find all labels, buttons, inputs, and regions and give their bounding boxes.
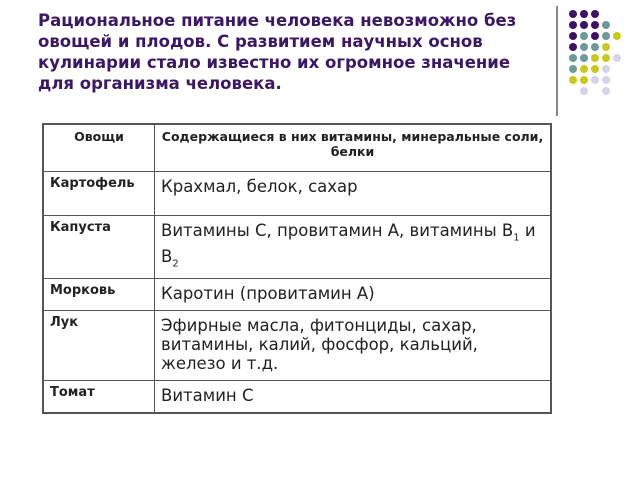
- decorative-dot: [602, 21, 610, 29]
- table-row: [43, 310, 551, 380]
- decorative-dot: [602, 43, 610, 51]
- divider-line: [556, 6, 558, 116]
- decorative-dot: [580, 87, 588, 95]
- veg-content: Витамин С: [155, 380, 552, 413]
- veg-content: [155, 216, 552, 279]
- decorative-dot: [591, 43, 599, 51]
- table-header-row: [43, 124, 551, 172]
- decorative-dot: [602, 65, 610, 73]
- slide-title: Рациональное питание человека невозможно без овощей и плодов. С развитием научных основ кулинарии стало известно их огромное значение для организма человека.: [38, 11, 517, 93]
- decorative-dot: [613, 32, 621, 40]
- decorative-dot: [591, 10, 599, 18]
- decorative-dot: [591, 32, 599, 40]
- dot-grid-decoration: [565, 6, 637, 106]
- decorative-dot: [602, 87, 610, 95]
- decorative-dot: [602, 76, 610, 84]
- decorative-dot: [569, 54, 577, 62]
- decorative-dot: [569, 43, 577, 51]
- decorative-dot: [580, 10, 588, 18]
- subscript: 2: [172, 258, 179, 270]
- decorative-dot: [591, 76, 599, 84]
- decorative-dot: [580, 32, 588, 40]
- table-row: [43, 172, 551, 216]
- veg-name: Лук: [43, 310, 155, 380]
- veg-name: Картофель: [43, 172, 155, 216]
- header-vegetables: Овощи: [43, 124, 155, 172]
- decorative-dot: [580, 76, 588, 84]
- table-row: [43, 380, 551, 413]
- table-row: [43, 278, 551, 310]
- decorative-dot: [580, 65, 588, 73]
- veg-content-text: и В: [161, 221, 536, 267]
- subscript: 1: [513, 232, 520, 244]
- veg-content-text: Витамины С, провитамин А, витамины В: [161, 221, 514, 240]
- decorative-dot: [591, 21, 599, 29]
- veg-content: Крахмал, белок, сахар: [155, 172, 552, 216]
- decorative-dot: [569, 10, 577, 18]
- vegetables-table: [42, 123, 552, 414]
- decorative-dot: [569, 32, 577, 40]
- veg-name: Капуста: [43, 216, 155, 279]
- decorative-dot: [580, 21, 588, 29]
- decorative-dot: [580, 54, 588, 62]
- veg-content: Эфирные масла, фитонциды, сахар, витамины, калий, фосфор, кальций, железо и т.д.: [155, 310, 552, 380]
- decorative-dot: [602, 32, 610, 40]
- decorative-dot: [602, 54, 610, 62]
- decorative-dot: [569, 76, 577, 84]
- decorative-dot: [591, 54, 599, 62]
- decorative-dot: [569, 65, 577, 73]
- veg-name: Морковь: [43, 278, 155, 310]
- decorative-dot: [591, 65, 599, 73]
- decorative-dot: [580, 43, 588, 51]
- veg-content: Каротин (провитамин А): [155, 278, 552, 310]
- header-contents: Содержащиеся в них витамины, минеральные соли, белки: [155, 124, 552, 172]
- decorative-dot: [613, 54, 621, 62]
- decorative-dot: [569, 21, 577, 29]
- veg-name: Томат: [43, 380, 155, 413]
- table-row: [43, 216, 551, 279]
